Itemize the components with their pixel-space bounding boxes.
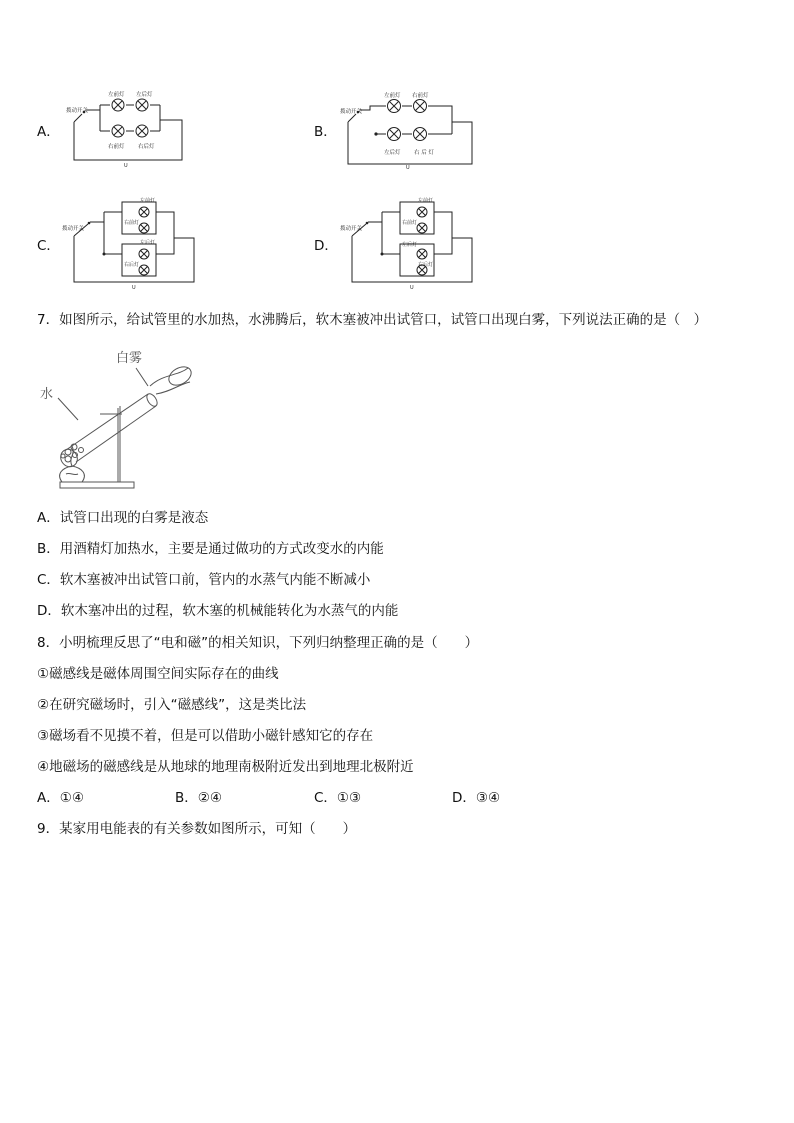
question-8-item-2: ②在研究磁场时，引入“磁感线”，这是类比法 bbox=[37, 697, 307, 713]
label-right-front: 右前灯 bbox=[412, 93, 429, 99]
label-left-rear: 左后灯 bbox=[140, 240, 156, 246]
label-right-front: 右前灯 bbox=[402, 220, 418, 226]
label-left-front: 左前灯 bbox=[108, 92, 125, 98]
label-left-front: 左前灯 bbox=[418, 198, 434, 204]
circuit-diagram-b bbox=[336, 88, 476, 170]
circuit-diagram-c bbox=[60, 194, 202, 290]
question-7-option-c: C．软木塞被冲出试管口前，管内的水蒸气内能不断减小 bbox=[37, 572, 371, 588]
label-right-front: 右前灯 bbox=[108, 144, 125, 150]
question-8-option-a: A．①④ bbox=[37, 790, 84, 806]
label-switch: 拨动开关 bbox=[340, 226, 363, 232]
label-left-rear: 左后灯 bbox=[136, 92, 153, 98]
question-8-option-d: D．③④ bbox=[452, 790, 501, 806]
question-7-option-b: B．用酒精灯加热水，主要是通过做功的方式改变水的内能 bbox=[37, 541, 384, 557]
water-label: 水 bbox=[40, 387, 54, 402]
circuit-diagram-d bbox=[338, 194, 480, 290]
label-left-rear: 左后灯 bbox=[384, 150, 401, 156]
question-8-option-b: B．②④ bbox=[175, 790, 222, 806]
label-right-rear: 右后灯 bbox=[124, 262, 140, 268]
label-right-front: 右前灯 bbox=[124, 220, 140, 226]
question-8-stem: 8．小明梳理反思了“电和磁”的相关知识，下列归纳整理正确的是（ ） bbox=[37, 635, 479, 651]
label-voltage: U bbox=[132, 285, 136, 290]
label-right-rear: 右后灯 bbox=[138, 144, 155, 150]
question-8-item-4: ④地磁场的磁感线是从地球的地理南极附近发出到地理北极附近 bbox=[37, 759, 414, 775]
label-right-rear: 右 后 灯 bbox=[414, 150, 434, 156]
question-8-option-c: C．①③ bbox=[314, 790, 362, 806]
question-7-option-a: A．试管口出现的白雾是液态 bbox=[37, 510, 209, 526]
question-7-option-d: D．软木塞冲出的过程，软木塞的机械能转化为水蒸气的内能 bbox=[37, 603, 399, 619]
test-tube-heating-figure bbox=[38, 346, 198, 496]
option-d-letter: D． bbox=[314, 238, 338, 254]
label-voltage: U bbox=[410, 285, 414, 290]
label-left-front: 左前灯 bbox=[140, 198, 156, 204]
label-switch: 拨动开关 bbox=[66, 108, 89, 114]
label-right-rear: 右后灯 bbox=[418, 262, 434, 268]
label-left-front: 左前灯 bbox=[384, 93, 401, 99]
option-c-letter: C． bbox=[37, 238, 60, 254]
option-a-letter: A． bbox=[37, 124, 60, 140]
circuit-diagram-a bbox=[60, 88, 190, 168]
question-7-stem: 7．如图所示，给试管里的水加热，水沸腾后，软木塞被冲出试管口，试管口出现白雾，下列说法正确的是（ ） bbox=[37, 312, 708, 328]
question-8-item-1: ①磁感线是磁体周围空间实际存在的曲线 bbox=[37, 666, 279, 682]
label-left-rear: 左后灯 bbox=[402, 242, 418, 248]
label-switch: 拨动开关 bbox=[62, 226, 85, 232]
label-voltage: U bbox=[406, 165, 410, 170]
fog-label: 白雾 bbox=[116, 351, 143, 366]
label-switch: 拨动开关 bbox=[340, 109, 363, 115]
question-9-stem: 9．某家用电能表的有关参数如图所示，可知（ ） bbox=[37, 821, 357, 837]
question-8-item-3: ③磁场看不见摸不着，但是可以借助小磁针感知它的存在 bbox=[37, 728, 374, 744]
label-voltage: U bbox=[124, 163, 128, 168]
option-b-letter: B． bbox=[314, 124, 337, 140]
